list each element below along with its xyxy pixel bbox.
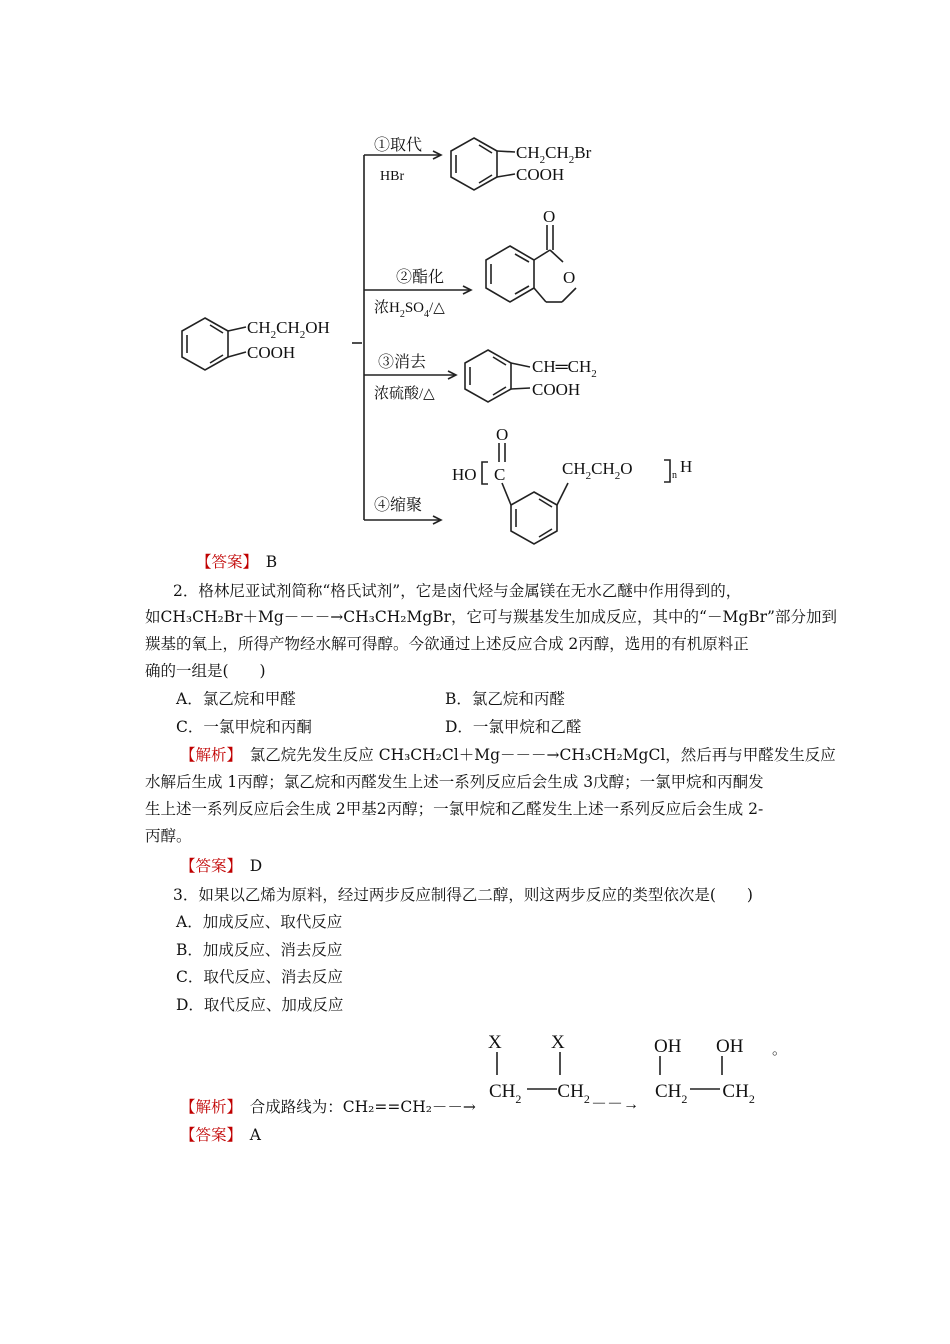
product4-ho: HO [452,465,477,484]
branch1-label: ①取代 [374,137,423,154]
q2-stem-line4: 确的一组是( ) [145,662,266,680]
product4-carbon: C [494,465,506,484]
q2-stem-line3: 羰基的氧上，所得产物经水解可得醇。今欲通过上述反应合成 2丙醇，选用的有机原料正 [145,635,749,653]
branch3-condition: 浓硫酸/△ [374,386,435,402]
q1-answer-value: B [265,553,278,571]
route-bonds [497,1052,722,1089]
q2-option-b: B．氯乙烷和丙醛 [445,690,565,708]
q2-stem-line2: 如CH₃CH₂Br＋Mg－－－→CH₃CH₂MgBr，它可与羰基发生加成反应，其中的“－MgBr”部分加到 [145,608,837,626]
product3-vinyl: $CH═CH_2$ [532,357,597,380]
branch2-condition: 浓$H_2SO_4/\triangle$ [374,300,445,320]
product4-end-h: H [680,457,693,476]
q3-answer-tag: 【答案】 [180,1126,235,1144]
reactant-cooh: COOH [247,343,296,362]
q1-answer-tag: 【答案】 [196,553,251,571]
product4-carbonyl-o: O [496,425,509,444]
product1-side-chain: $CH_2CH_2Br$ [516,143,592,166]
q2-option-a: A．氯乙烷和甲醛 [176,690,296,708]
q2-analysis-line1 [180,745,836,765]
route-x2: X [551,1032,565,1053]
q3-analysis-tag: 【解析】 [180,1098,235,1116]
product2-ring-o: O [563,268,576,287]
route-end-mark: 。 [772,1042,788,1058]
q2-answer-tag: 【答案】 [180,857,235,875]
q2-analysis-line3: 生上述一系列反应后会生成 2甲基2丙醇；一氯甲烷和乙醛发生上述一系列反应后会生成 2- [145,800,764,818]
q2-analysis-line2: 水解后生成 1丙醇；氯乙烷和丙醛发生上述一系列反应后会生成 3戊醇；一氯甲烷和丙酮发 [145,773,764,791]
q1-answer-line [196,552,277,572]
q2-analysis-text1: 氯乙烷先发生反应 CH₃CH₂Cl＋Mg－－－→CH₃CH₂MgCl，然后再与甲醛发生反应 [249,746,836,764]
q3-answer-value: A [249,1126,261,1144]
q2-answer-value: D [249,857,263,875]
q2-stem-line1: 2．格林尼亚试剂简称“格氏试剂”，它是卤代烃与金属镁在无水乙醚中作用得到的， [173,582,742,600]
route-oh1: OH [654,1036,682,1057]
q3-answer-line [180,1125,261,1145]
reactant-benzene-ring [182,318,246,370]
route-x1: X [488,1032,502,1053]
q2-analysis-tag: 【解析】 [180,746,235,764]
route-oh2: OH [716,1036,744,1057]
route-arrow: －－→ [591,1096,640,1113]
q2-analysis-line4: 丙醇。 [145,827,192,845]
product3-cooh: COOH [532,380,581,399]
q3-option-d: D．取代反应、加成反应 [176,996,344,1014]
branch2-label: ②酯化 [396,269,445,286]
route-dihalide: $CH_2$ $CH_2$ [489,1081,590,1106]
reactant-ch2-1: CH [247,318,271,337]
q2-option-c: C．一氯甲烷和丙酮 [176,718,312,736]
branch4-label: ④缩聚 [374,497,423,514]
route-glycol: $CH_2$ $CH_2$ [655,1081,755,1106]
product2-lactone-rings [486,225,576,302]
q3-option-b: B．加成反应、消去反应 [176,941,343,959]
product4-n: n [672,470,677,481]
q3-analysis-text: 合成路线为：CH₂==CH₂－－→ [249,1098,476,1116]
product1-cooh: COOH [516,165,565,184]
q3-option-c: C．取代反应、消去反应 [176,968,343,986]
reactant-side-chain: $CH_2CH_2OH$ [247,318,330,341]
branch3-label: ③消去 [378,354,427,371]
q2-answer-line [180,856,262,876]
q2-option-d: D．一氯甲烷和乙醛 [445,718,582,736]
branch1-condition: HBr [380,169,405,184]
product3-benzene-ring [465,350,530,402]
q3-analysis-line [180,1097,476,1117]
q3-stem: 3．如果以乙烯为原料，经过两步反应制得乙二醇，则这两步反应的类型依次是( ) [173,886,753,904]
product1-benzene-ring [451,138,515,190]
product2-carbonyl-o: O [543,207,556,226]
q3-option-a: A．加成反应、取代反应 [176,913,343,931]
product4-chain: $CH_2CH_2O$ [562,459,633,482]
